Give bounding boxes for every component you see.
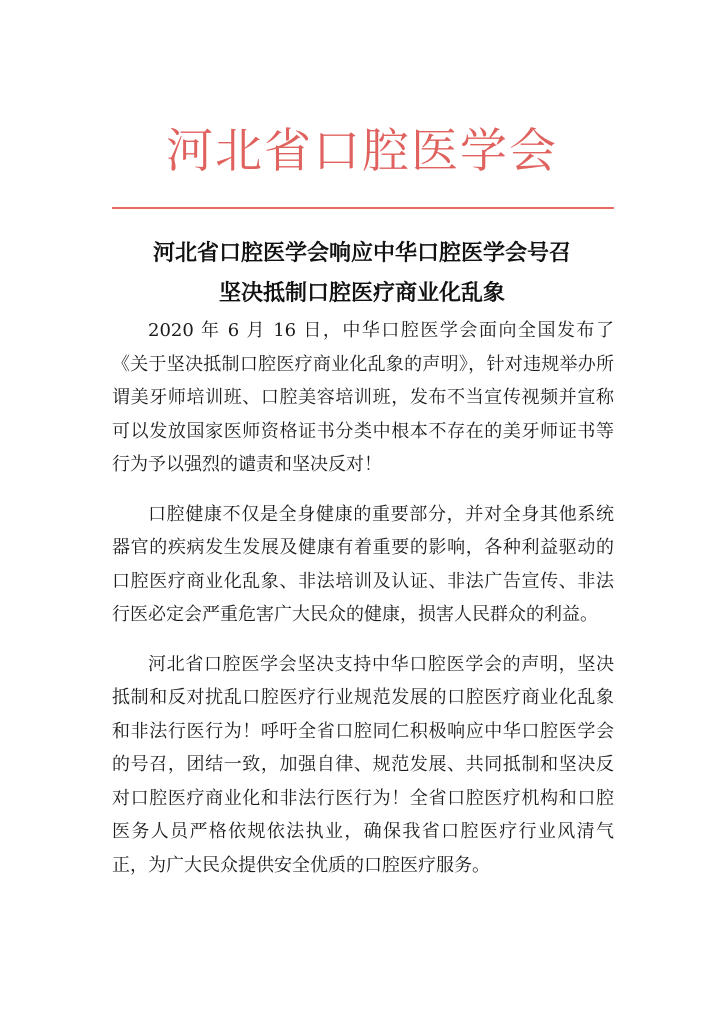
document-title-line-1: 河北省口腔医学会响应中华口腔医学会号召: [152, 241, 571, 266]
document-body: [112, 314, 614, 898]
paragraph-3: 河北省口腔医学会坚决支持中华口腔医学会的声明，坚决抵制和反对扰乱口腔医疗行业规范发展的口腔医疗商业化乱象和非法行医行为！呼吁全省口腔同仁积极响应中华口腔医学会的号召，团结一致，加强自律、规范发展、共同抵制和坚决反对口腔医疗商业化和非法行医行为！全省口腔医疗机构和口腔医务人员严格依规依法执业，确保我省口腔医疗行业风清气正，为广大民众提供安全优质的口腔医疗服务。: [112, 653, 614, 876]
paragraph-2: 口腔健康不仅是全身健康的重要部分，并对全身其他系统器官的疾病发生发展及健康有着重要的影响，各种利益驱动的口腔医疗商业化乱象、非法培训及认证、非法广告宣传、非法行医必定会严重危害广大民众的健康，损害人民群众的利益。: [112, 503, 614, 625]
document-title-line-2: 坚决抵制口腔医疗商业化乱象: [218, 281, 505, 306]
letterhead-title: 河北省口腔医学会: [166, 124, 558, 179]
letterhead-divider: [112, 207, 614, 209]
paragraph-1: 2020 年 6 月 16 日，中华口腔医学会面向全国发布了《关于坚决抵制口腔医疗商业化乱象的声明》，针对违规举办所谓美牙师培训班、口腔美容培训班，发布不当宣传视频并宣称可以发放国家医师资格证书分类中根本不存在的美牙师证书等行为予以强烈的谴责和坚决反对！: [112, 320, 614, 475]
